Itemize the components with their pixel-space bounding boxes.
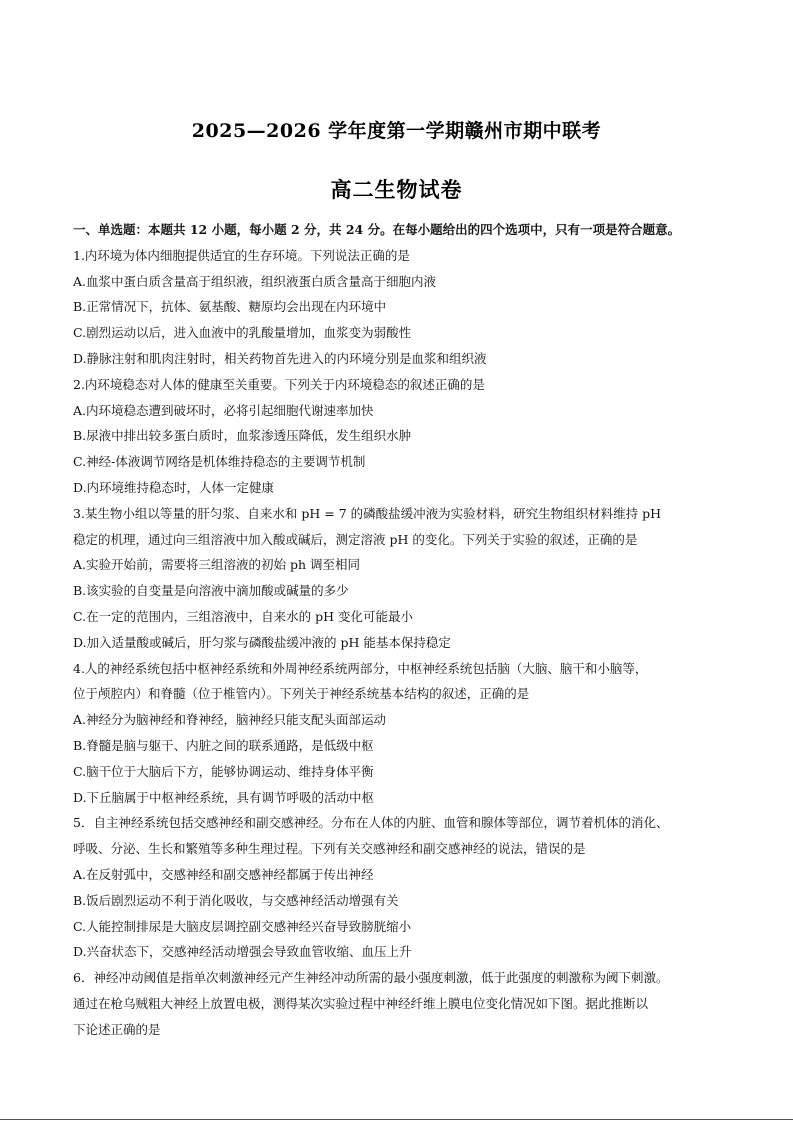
question-2: [73, 372, 729, 501]
question-stem: 3.某生物小组以等量的肝匀浆、自来水和 pH = 7 的磷酸盐缓冲液为实验材料，研究生物组织材料维持 pH: [73, 505, 662, 521]
question-stem: 4.人的神经系统包括中枢神经系统和外周神经系统两部分，中枢神经系统包括脑（大脑、脑干和小脑等，: [73, 660, 648, 676]
exam-content: [73, 217, 729, 1043]
question-stem: 2.内环境稳态对人体的健康至关重要。下列关于内环境稳态的叙述正确的是: [73, 376, 485, 392]
option-c: C.神经-体液调节网络是机体维持稳态的主要调节机制: [73, 454, 366, 470]
question-4: [73, 656, 729, 811]
option-c: C.剧烈运动以后，进入血液中的乳酸量增加，血浆变为弱酸性: [73, 325, 412, 341]
option-b: B.饭后剧烈运动不利于消化吸收，与交感神经活动增强有关: [73, 892, 399, 908]
exam-subtitle: 高二生物试卷: [330, 177, 463, 202]
exam-title: 2025—2026 学年度第一学期赣州市期中联考: [191, 120, 602, 142]
option-a: A.血浆中蛋白质含量高于组织液，组织液蛋白质含量高于细胞内液: [73, 273, 437, 289]
option-c: C.人能控制排尿是大脑皮层调控副交感神经兴奋导致膀胱缩小: [73, 918, 412, 934]
option-d: D.静脉注射和肌肉注射时，相关药物首先进入的内环境分别是血浆和组织液: [73, 350, 487, 366]
option-c: C.脑干位于大脑后下方，能够协调运动、维持身体平衡: [73, 763, 374, 779]
option-d: D.内环境维持稳态时，人体一定健康: [73, 479, 275, 495]
option-a: A.内环境稳态遭到破坏时，必将引起细胞代谢速率加快: [73, 402, 374, 418]
question-stem: 下论述正确的是: [73, 1021, 161, 1037]
option-d: D.加入适量酸或碱后，肝匀浆与磷酸盐缓冲液的 pH 能基本保持稳定: [73, 634, 451, 650]
question-stem: 呼吸、分泌、生长和繁殖等多种生理过程。下列有关交感神经和副交感神经的说法，错误的是: [73, 841, 586, 857]
question-stem: 位于颅腔内）和脊髓（位于椎管内）。下列关于神经系统基本结构的叙述，正确的是: [73, 686, 530, 702]
question-stem: 6．神经冲动阈值是指单次刺激神经元产生神经冲动所需的最小强度刺激，低于此强度的刺激称为阈下刺激。: [73, 970, 669, 986]
question-stem: 5．自主神经系统包括交感神经和副交感神经。分布在人体的内脏、血管和腺体等部位，调节着机体的消化、: [73, 815, 669, 831]
option-b: B.尿液中排出较多蛋白质时，血浆渗透压降低，发生组织水肿: [73, 428, 412, 444]
question-stem: 通过在枪乌贼粗大神经上放置电极，测得某次实验过程中神经纤维上膜电位变化情况如下图。据此推断以: [73, 995, 649, 1011]
question-stem: 稳定的机理，通过向三组溶液中加入酸或碱后，测定溶液 pH 的变化。下列关于实验的叙述，正确的是: [73, 531, 638, 547]
option-b: B.脊髓是脑与躯干、内脏之间的联系通路，是低级中枢: [73, 737, 374, 753]
question-5: [73, 810, 729, 965]
option-b: B.该实验的自变量是向溶液中滴加酸或碱量的多少: [73, 583, 349, 599]
option-a: A.神经分为脑神经和脊神经，脑神经只能支配头面部运动: [73, 712, 387, 728]
option-a: A.实验开始前，需要将三组溶液的初始 ph 调至相同: [73, 557, 361, 573]
option-b: B.正常情况下，抗体、氨基酸、糖原均会出现在内环境中: [73, 299, 387, 315]
option-a: A.在反射弧中，交感神经和副交感神经都属于传出神经: [73, 866, 374, 882]
question-1: [73, 243, 729, 372]
section-header: 一、单选题：本题共 12 小题，每小题 2 分，共 24 分。在每小题给出的四个选项中，只有一项是符合题意。: [73, 222, 681, 237]
option-d: D.兴奋状态下，交感神经活动增强会导致血管收缩、血压上升: [73, 944, 412, 960]
option-c: C.在一定的范围内，三组溶液中，自来水的 pH 变化可能最小: [73, 608, 413, 624]
question-3: [73, 501, 729, 656]
page-bottom-divider: [0, 1119, 793, 1120]
option-d: D.下丘脑属于中枢神经系统，具有调节呼吸的活动中枢: [73, 789, 375, 805]
question-6: [73, 965, 729, 1042]
question-stem: 1.内环境为体内细胞提供适宜的生存环境。下列说法正确的是: [73, 247, 410, 263]
